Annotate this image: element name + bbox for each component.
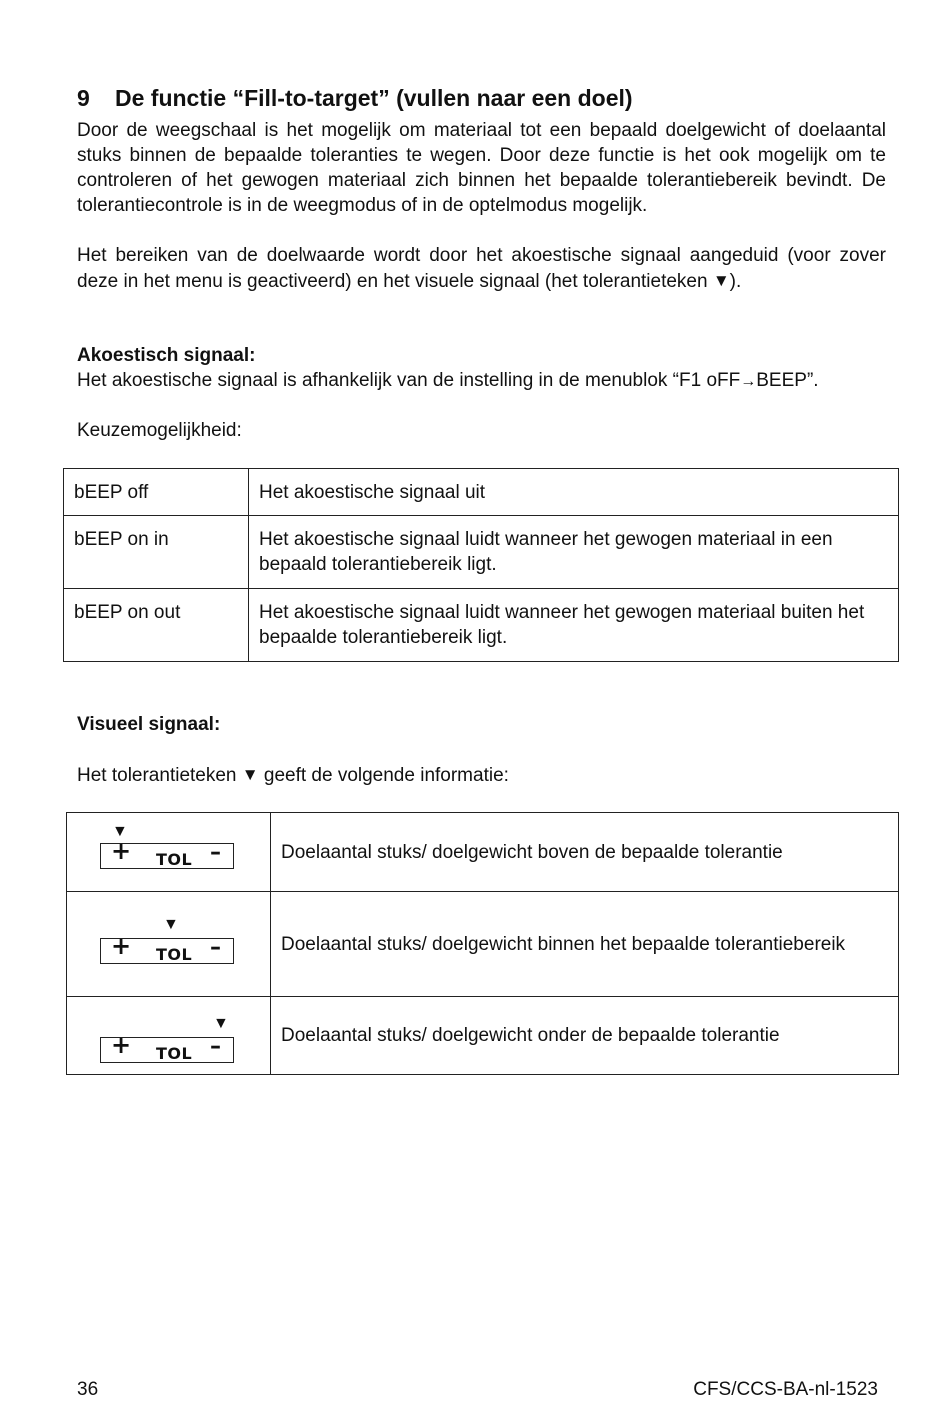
tolerance-marker-icon: ▼ bbox=[241, 765, 259, 784]
tol-label: TOL bbox=[156, 945, 193, 964]
table-row bbox=[64, 516, 899, 589]
tol-display-box bbox=[100, 932, 234, 964]
tol-display-box bbox=[100, 1031, 234, 1063]
acoustic-heading: Akoestisch signaal: bbox=[77, 345, 256, 366]
section-heading bbox=[77, 84, 897, 112]
tolerance-marker-icon: ▼ bbox=[712, 271, 730, 290]
tolerance-display bbox=[67, 997, 271, 1075]
table-row bbox=[64, 469, 899, 516]
section-number: 9 bbox=[77, 85, 90, 111]
tolerance-marker-icon: ▼ bbox=[112, 823, 128, 840]
visual-text: Het tolerantieteken ▼ geeft de volgende informatie: bbox=[77, 765, 509, 786]
page-number: 36 bbox=[77, 1379, 99, 1400]
beep-setting: bEEP on in bbox=[64, 516, 249, 589]
tolerance-indicator-table bbox=[66, 812, 899, 1075]
table-row bbox=[67, 813, 899, 892]
beep-settings-table bbox=[63, 468, 899, 662]
table-row bbox=[64, 589, 899, 662]
tolerance-description: Doelaantal stuks/ doelgewicht boven de bepaalde tolerantie bbox=[271, 813, 899, 892]
tolerance-description: Doelaantal stuks/ doelgewicht onder de bepaalde tolerantie bbox=[271, 997, 899, 1075]
acoustic-text: Het akoestische signaal is afhankelijk van de instelling in de menublok “F1 oFF→BEEP”. bbox=[77, 370, 819, 391]
tol-display-box bbox=[100, 837, 234, 869]
tol-label: TOL bbox=[156, 850, 193, 869]
tolerance-description: Doelaantal stuks/ doelgewicht binnen het bepaalde tolerantiebereik bbox=[271, 892, 899, 997]
beep-description: Het akoestische signaal uit bbox=[249, 469, 899, 516]
tolerance-marker-icon: ▼ bbox=[213, 1015, 229, 1032]
beep-description: Het akoestische signaal luidt wanneer het gewogen materiaal buiten het bepaalde tolerantiebereik ligt. bbox=[249, 589, 899, 662]
minus-icon: – bbox=[210, 1034, 221, 1059]
minus-icon: – bbox=[210, 935, 221, 960]
section-title: De functie “Fill-to-target” (vullen naar een doel) bbox=[115, 85, 633, 111]
arrow-right-icon: → bbox=[740, 373, 757, 390]
intro-paragraph-2: Het bereiken van de doelwaarde wordt door het akoestische signaal aangeduid (voor zover deze in het menu is geactiveerd) en het visuele signaal (het tolerantieteken ▼). bbox=[77, 245, 886, 292]
minus-icon: – bbox=[210, 840, 221, 865]
intro-paragraph-1: Door de weegschaal is het mogelijk om materiaal tot een bepaald doelgewicht of doelaantal stuks binnen de bepaalde toleranties te wegen. Door deze functie is het ook mogelijk om te controleren of het gewogen materiaal zich binnen het bepaalde tolerantiebereik bevindt. De tolerantiecontrole is in de weegmodus of in de optelmodus mogelijk. bbox=[77, 120, 886, 216]
tolerance-display bbox=[67, 813, 271, 892]
document-code: CFS/CCS-BA-nl-1523 bbox=[693, 1379, 878, 1400]
plus-icon: + bbox=[111, 1031, 132, 1059]
tolerance-marker-icon: ▼ bbox=[163, 916, 179, 933]
choices-label: Keuzemogelijkheid: bbox=[77, 420, 242, 441]
table-row bbox=[67, 997, 899, 1075]
beep-setting: bEEP on out bbox=[64, 589, 249, 662]
beep-description: Het akoestische signaal luidt wanneer het gewogen materiaal in een bepaald tolerantiebereik ligt. bbox=[249, 516, 899, 589]
visual-heading: Visueel signaal: bbox=[77, 714, 221, 735]
tolerance-display bbox=[67, 892, 271, 997]
plus-icon: + bbox=[111, 837, 132, 865]
table-row bbox=[67, 892, 899, 997]
beep-setting: bEEP off bbox=[64, 469, 249, 516]
tol-label: TOL bbox=[156, 1044, 193, 1063]
plus-icon: + bbox=[111, 932, 132, 960]
